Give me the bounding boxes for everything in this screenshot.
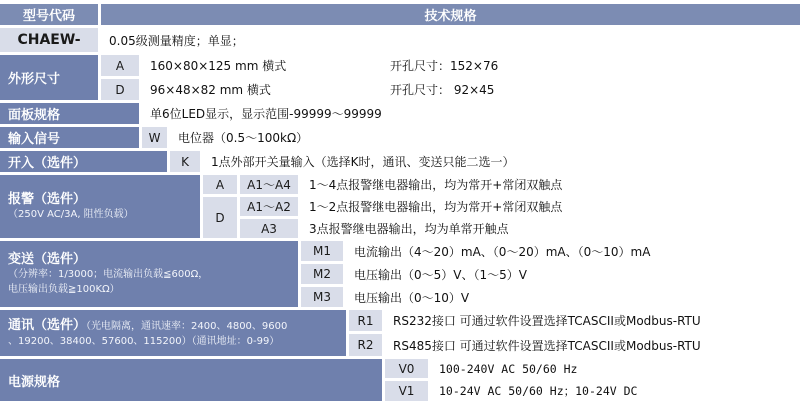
header-model-code: 型号代码 [0,4,98,25]
alarm-code-a1a2: A1～A2 [240,197,298,216]
alarm-code-a3: A3 [240,219,298,238]
alarm-group-a: A [203,175,237,194]
outline-size-d: 96×48×82 mm 横式 [150,83,271,97]
comm-code-r2: R2 [349,334,382,356]
input-label: 输入信号 [0,127,139,148]
transmit-label [0,241,298,307]
input-code: W [142,127,167,148]
comm-title: 通讯（选件） [8,317,87,333]
switch-in-code: K [170,151,200,172]
alarm-value-a3: 3点报警继电器输出，均为单常开触点 [301,219,800,238]
alarm-title: 报警（选件） [8,191,87,207]
outline-code-d: D [101,79,139,100]
transmit-title: 变送（选件） [8,251,87,267]
power-value-v0: 100-240V AC 50/60 Hz [431,359,800,378]
alarm-sub: （250V AC/3A, 阻性负载） [8,208,134,220]
transmit-code-m1: M1 [301,241,343,261]
transmit-sub2: 电压输出负载≧100KΩ） [8,283,120,295]
comm-label [0,310,346,356]
panel-value: 单6位LED显示，显示范围-99999～99999 [142,103,800,124]
power-code-v1: V1 [385,381,428,401]
transmit-code-m3: M3 [301,287,343,307]
outline-cutout-a: 开孔尺寸：152×76 [390,59,499,73]
comm-code-r1: R1 [349,310,382,331]
outline-row-a [142,55,800,76]
alarm-value-a1a2: 1～2点报警继电器输出，均为常开+常闭双触点 [301,197,800,216]
transmit-value-m3: 电压输出（0～10）V [346,287,800,307]
comm-value-r2: RS485接口 可通过软件设置选择TCASCII或Modbus-RTU [385,334,800,356]
input-value: 电位器（0.5～100kΩ） [170,127,800,148]
outline-size-a: 160×80×125 mm 横式 [150,59,287,73]
switch-in-label: 开入（选件） [0,151,167,172]
model-code: CHAEW- [0,28,98,52]
alarm-value-a1a4: 1～4点报警继电器输出，均为常开+常闭双触点 [301,175,800,194]
outline-code-a: A [101,55,139,76]
alarm-code-a1a4: A1～A4 [240,175,298,194]
outline-row-d [142,79,800,100]
power-value-v1: 10-24V AC 50/60 Hz；10-24V DC [431,381,800,401]
power-label: 电源规格 [0,359,382,401]
switch-in-value: 1点外部开关量输入（选择K时，通讯、变送只能二选一） [203,151,800,172]
alarm-group-d: D [203,197,237,238]
transmit-value-m2: 电压输出（0～5）V、（1～5）V [346,264,800,284]
panel-label: 面板规格 [0,103,139,124]
comm-value-r1: RS232接口 可通过软件设置选择TCASCII或Modbus-RTU [385,310,800,331]
comm-title-line [8,318,287,334]
transmit-value-m1: 电流输出（4～20）mA、（0～20）mA、（0～10）mA [346,241,800,261]
comm-sub2: 、19200、38400、57600、115200）（通讯地址：0-99） [8,335,280,347]
outline-label: 外形尺寸 [0,55,98,100]
power-code-v0: V0 [385,359,428,378]
transmit-sub1: （分辨率：1/3000；电流输出负载≦600Ω， [8,268,209,280]
header-tech-spec: 技术规格 [101,4,800,25]
transmit-code-m2: M2 [301,264,343,284]
alarm-label [0,175,200,238]
comm-sub1: （光电隔离，通讯速率：2400、4800、9600 [86,320,288,332]
outline-cutout-d: 开孔尺寸： 92×45 [390,83,495,97]
model-accuracy: 0.05级测量精度；单显； [101,28,800,52]
